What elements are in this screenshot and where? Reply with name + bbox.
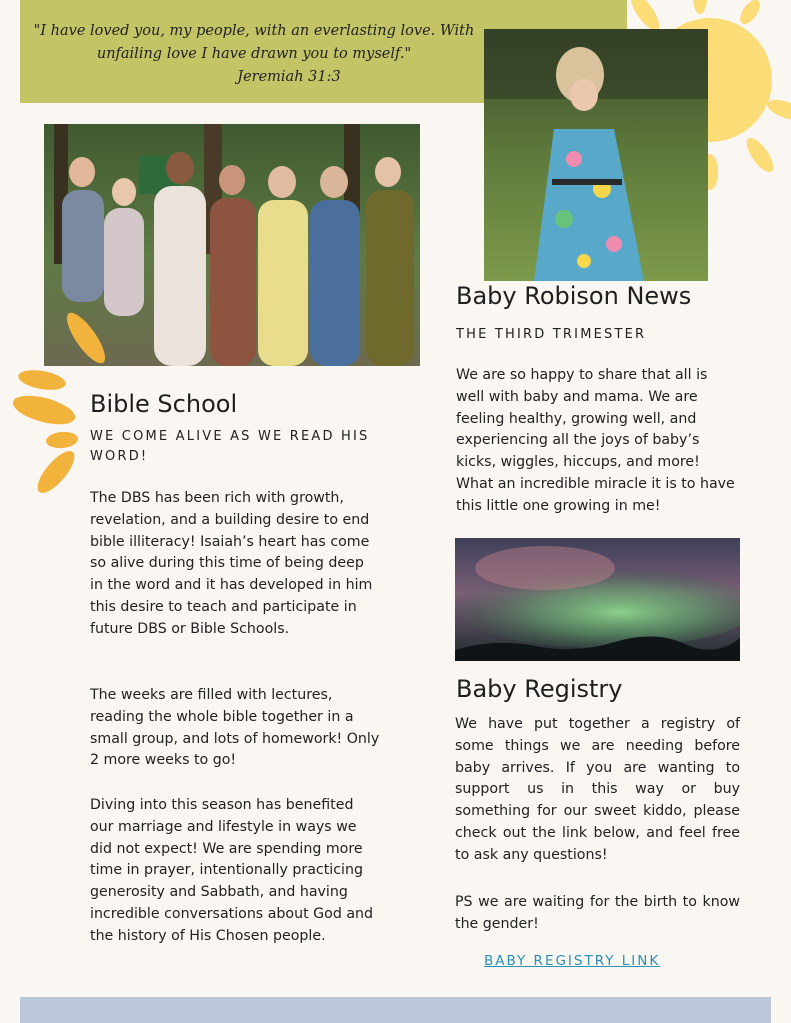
bible-school-paragraph-3: Diving into this season has benefited our marriage and lifestyle in ways we did not expect! We are spending more time in prayer, intentionally practicing generosity and Sabbath, and having incredible conversations about God and the history of His Chosen people. [90,797,374,944]
quote-reference: Jeremiah 31:3 [237,69,341,85]
baby-registry-link[interactable]: BABY REGISTRY LINK [484,953,661,969]
footer-band [20,997,771,1023]
aurora-photo [455,538,740,661]
maternity-photo [484,29,708,281]
bible-school-title: Bible School [90,390,238,418]
baby-news-subtitle: THE THIRD TRIMESTER [456,327,647,342]
baby-news-body: We are so happy to share that all is well with baby and mama. We are feeling healthy, growing well, and experiencing all the joys of baby’s kicks, wiggles, hiccups, and more! What an incredible miracle it is to have this little one growing in me! [456,367,735,514]
bible-school-paragraph-1: The DBS has been rich with growth, revelation, and a building desire to end bible illiteracy! Isaiah’s heart has come so alive during this time of being deep in the word and it has developed in him this desire to teach and participate in future DBS or Bible Schools. [90,490,373,637]
scripture-quote [24,20,484,89]
quote-text: "I have loved you, my people, with an everlasting love. With unfailing love I have drawn you to myself." [33,23,475,62]
baby-registry-paragraph-1: We have put together a registry of some things we are needing before baby arrives. If you are wanting to support us in this way or buy something for our sweet kiddo, please check out the link below, and feel free to ask any questions! [455,716,740,863]
baby-news-title: Baby Robison News [456,282,692,310]
baby-registry-title: Baby Registry [456,675,623,703]
bible-school-subtitle: WE COME ALIVE AS WE READ HIS WORD! [90,429,370,464]
baby-registry-paragraph-2: PS we are waiting for the birth to know the gender! [455,894,740,932]
bible-school-paragraph-2: The weeks are filled with lectures, reading the whole bible together in a small group, and lots of homework! Only 2 more weeks to go! [90,687,380,769]
